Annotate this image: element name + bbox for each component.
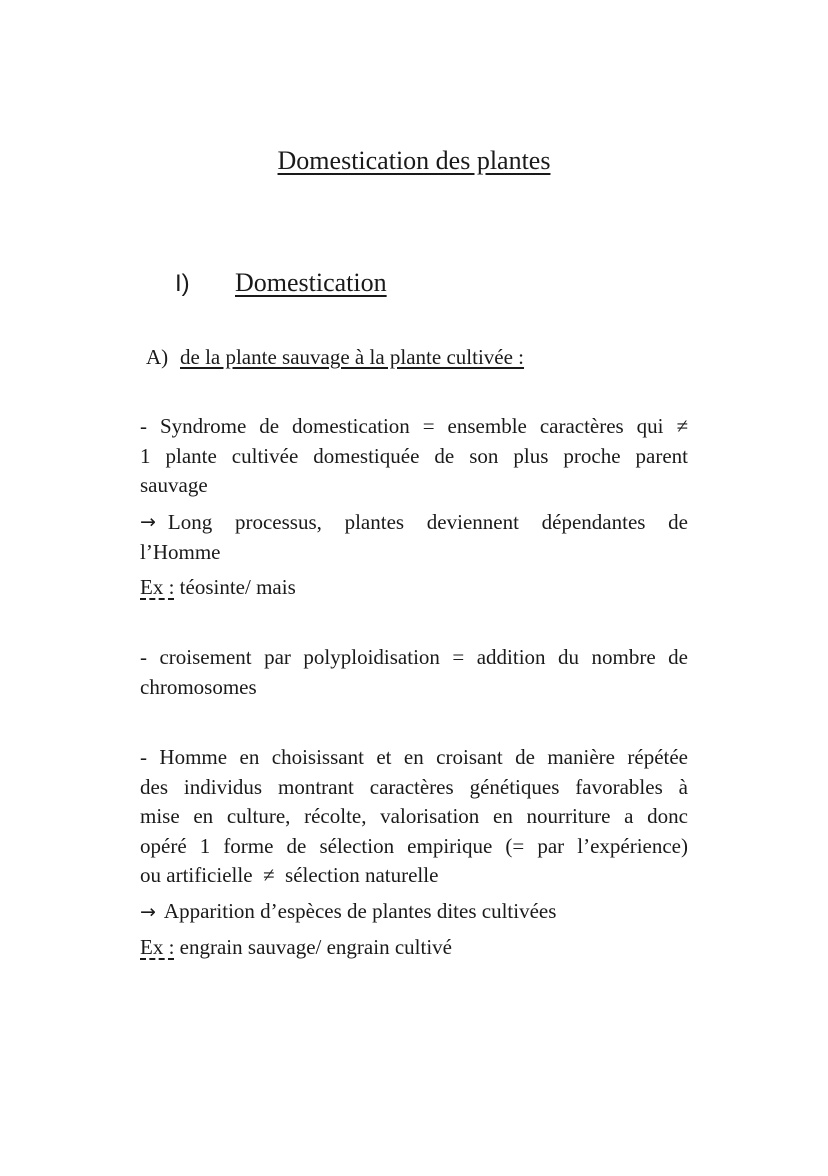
- text-line: l’Homme: [140, 539, 221, 564]
- paragraph-empirical-selection: [140, 743, 688, 891]
- example-label: Ex :: [140, 575, 175, 599]
- subsection-title: de la plante sauvage à la plante cultivée :: [180, 345, 525, 369]
- section-heading: [175, 268, 387, 298]
- text-line-content: Long processus, plantes deviennent dépendantes de: [167, 510, 688, 534]
- example-label: Ex :: [140, 935, 175, 959]
- arrow-note-long-process: [140, 508, 688, 567]
- text-line: ou artificielle ≠ sélection naturelle: [140, 863, 439, 887]
- example-teosinte: [140, 573, 688, 603]
- text-line: mise en culture, récolte, valorisation en nourriture a donc: [140, 804, 688, 828]
- arrow-note-text: Apparition d’espèces de plantes dites cultivées: [163, 899, 557, 923]
- text-line: - croisement par polyploidisation = addition du nombre de: [140, 645, 688, 669]
- text-line: des individus montrant caractères génétiques favorables à: [140, 774, 688, 799]
- text-line: sauvage: [140, 473, 208, 497]
- text-line: - Homme en choisissant et en croisant de manière répétée: [140, 745, 688, 769]
- paragraph-polyploidisation: [140, 643, 688, 702]
- example-text: engrain sauvage/ engrain cultivé: [179, 935, 452, 959]
- section-title: Domestication: [235, 268, 387, 297]
- text-line: opéré 1 forme de sélection empirique (= par l’expérience): [140, 833, 688, 858]
- example-engrain: [140, 933, 688, 963]
- arrow-right-icon: →: [140, 511, 156, 533]
- document-title: Domestication des plantes: [277, 146, 551, 175]
- text-line: - Syndrome de domestication = ensemble caractères qui ≠: [140, 414, 688, 438]
- text-line: 1 plante cultivée domestiquée de son plus proche parent: [140, 443, 688, 468]
- arrow-right-icon: →: [140, 901, 156, 923]
- subsection-letter: A): [146, 345, 169, 369]
- subsection-heading: [146, 345, 524, 370]
- arrow-note-cultivated-species: [140, 897, 688, 928]
- text-line: [140, 508, 688, 538]
- text-line: chromosomes: [140, 674, 257, 699]
- paragraph-domestication-syndrome: [140, 412, 688, 501]
- section-number: I): [175, 270, 190, 297]
- example-text: téosinte/ mais: [179, 575, 296, 599]
